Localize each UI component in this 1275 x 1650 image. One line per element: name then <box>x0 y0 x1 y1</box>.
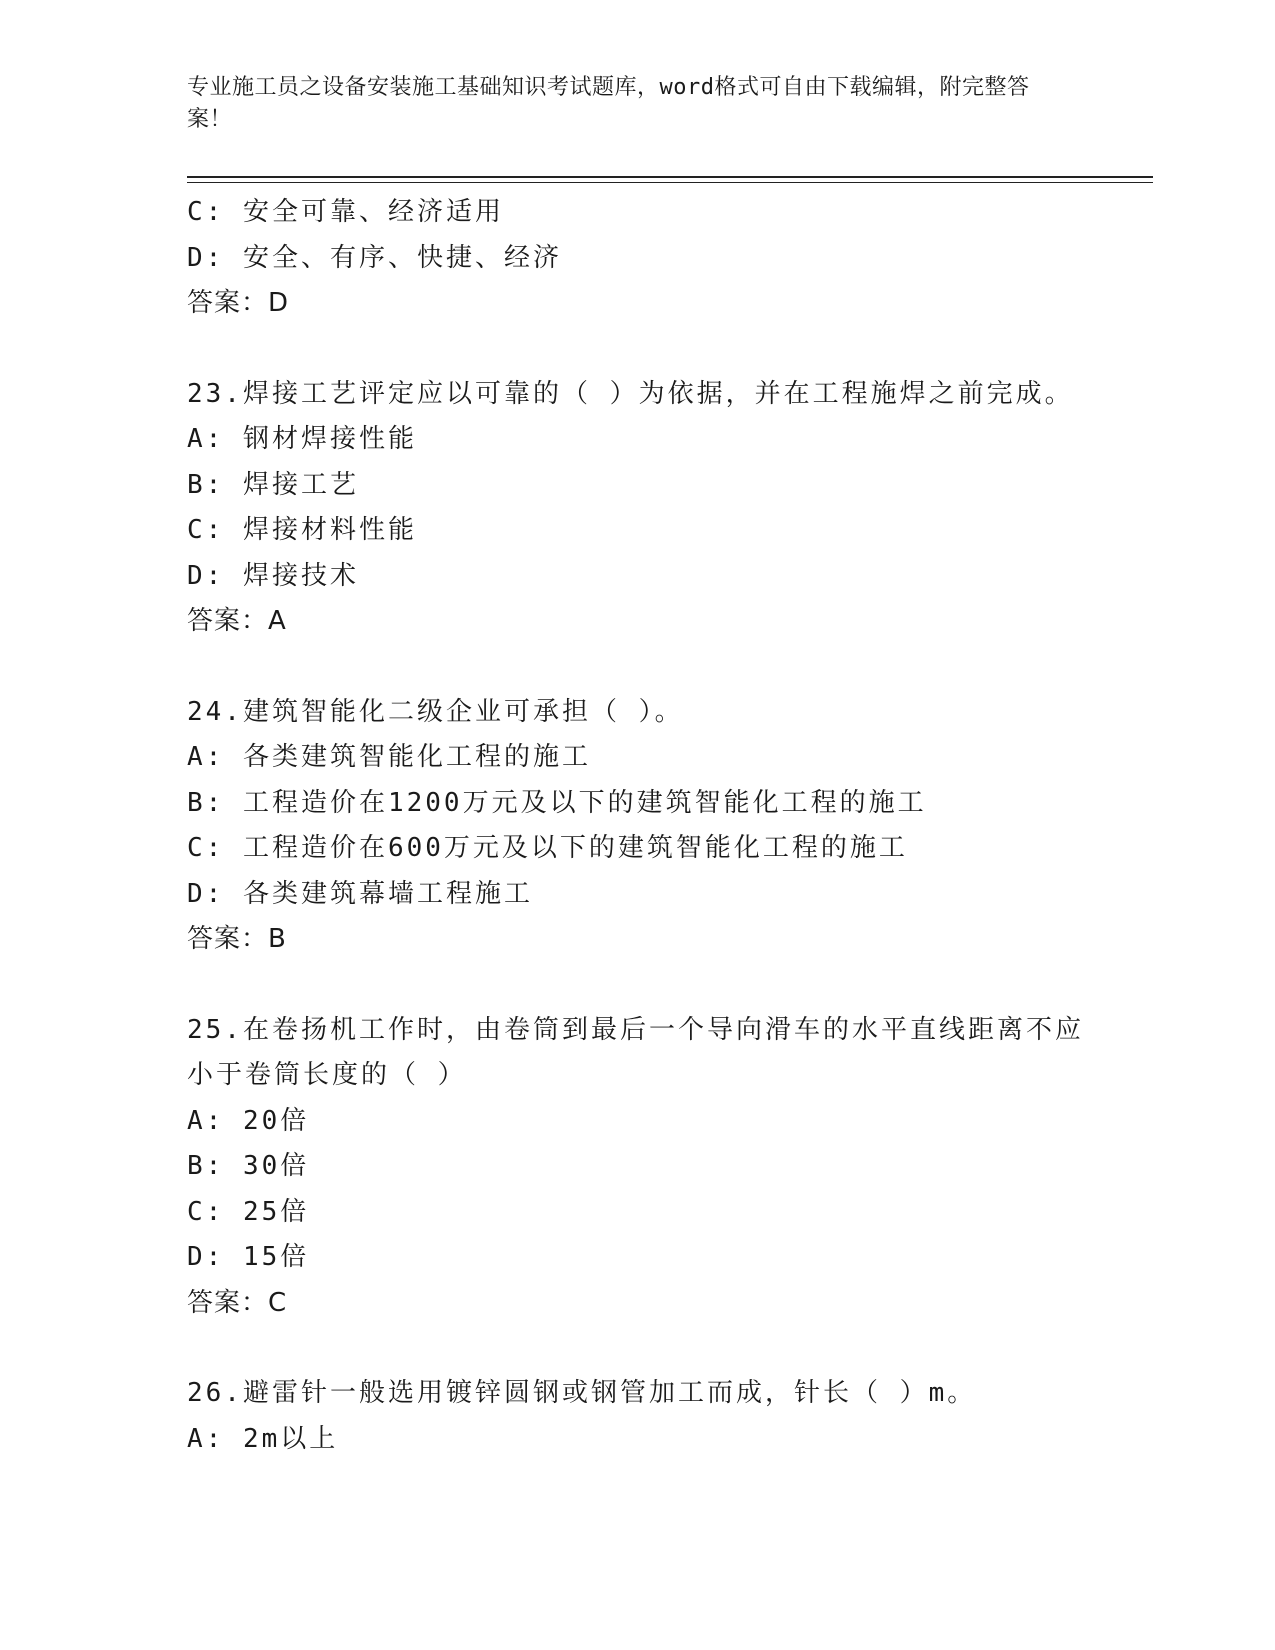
option-line: C: 25倍 <box>187 1196 310 1227</box>
option-line: D: 安全、有序、快捷、经济 <box>187 242 562 273</box>
option-line: D: 焊接技术 <box>187 560 359 591</box>
answer-line: 答案：C <box>187 1287 288 1318</box>
header-divider-thick <box>187 176 1153 178</box>
spacer <box>187 1326 1087 1371</box>
question-block-24 <box>187 690 1087 963</box>
spacer <box>187 327 1087 372</box>
option-line: C: 焊接材料性能 <box>187 515 417 545</box>
question-block-22 <box>187 190 1087 327</box>
option-line: A: 钢材焊接性能 <box>187 424 417 454</box>
option-line: B: 焊接工艺 <box>187 469 359 500</box>
question-stem: 24.建筑智能化二级企业可承担（ ）。 <box>187 696 684 727</box>
answer-line: 答案：D <box>187 288 290 318</box>
option-line: D: 各类建筑幕墙工程施工 <box>187 878 533 909</box>
question-block-26 <box>187 1371 1087 1462</box>
answer-line: 答案：B <box>187 924 287 954</box>
option-line: C: 工程造价在600万元及以下的建筑智能化工程的施工 <box>187 833 908 863</box>
spacer <box>187 963 1087 1008</box>
option-line: B: 工程造价在1200万元及以下的建筑智能化工程的施工 <box>187 787 927 818</box>
option-line: A: 2m以上 <box>187 1423 339 1454</box>
question-stem: 25.在卷扬机工作时，由卷筒到最后一个导向滑车的水平直线距离不应 <box>187 1014 1084 1045</box>
option-line: D: 15倍 <box>187 1242 310 1272</box>
question-stem: 26.避雷针一般选用镀锌圆钢或钢管加工而成，针长（ ）m。 <box>187 1378 977 1408</box>
option-line: A: 各类建筑智能化工程的施工 <box>187 742 591 772</box>
document-header-text: 专业施工员之设备安装施工基础知识考试题库，word格式可自由下载编辑，附完整答案！ <box>187 75 1030 132</box>
spacer <box>187 645 1087 690</box>
question-stem: 23.焊接工艺评定应以可靠的（ ）为依据，并在工程施焊之前完成。 <box>187 378 1074 409</box>
answer-line: 答案：A <box>187 606 287 636</box>
option-line: B: 30倍 <box>187 1151 310 1181</box>
question-list <box>187 190 1087 1462</box>
option-line: A: 20倍 <box>187 1105 310 1136</box>
header-divider-thin <box>187 182 1153 183</box>
question-block-25 <box>187 1008 1087 1327</box>
question-block-23 <box>187 372 1087 645</box>
option-line: C: 安全可靠、经济适用 <box>187 197 504 227</box>
question-stem-continued: 小于卷筒长度的（ ） <box>187 1060 467 1090</box>
